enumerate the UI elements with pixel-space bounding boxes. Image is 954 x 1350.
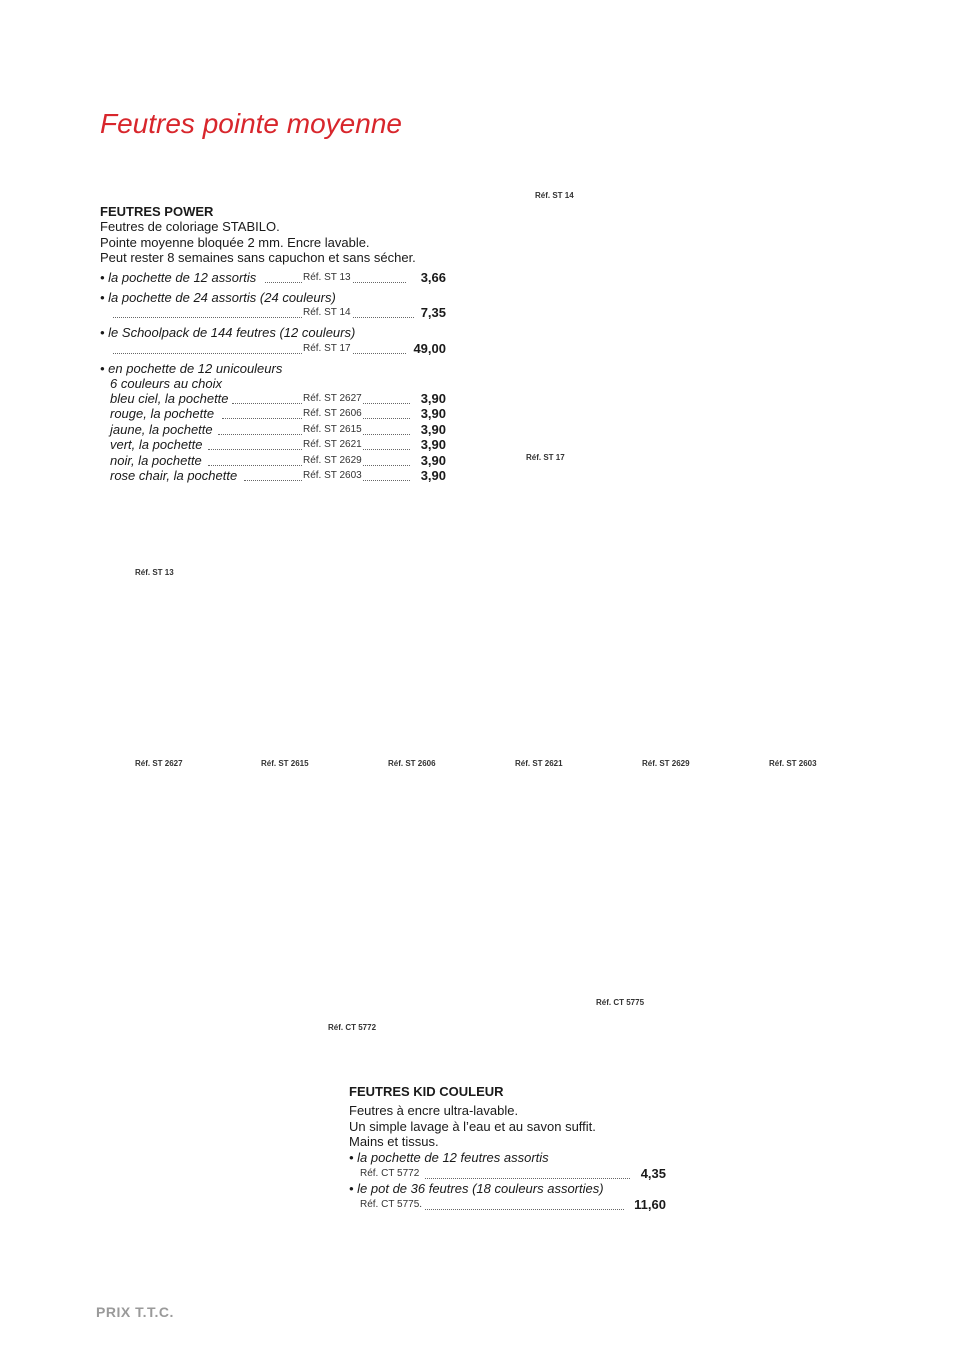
item-ref: Réf. ST 2606 bbox=[303, 408, 362, 419]
item-price: 3,90 bbox=[420, 468, 446, 483]
power-heading: FEUTRES POWER bbox=[100, 204, 214, 219]
item-price: 49,00 bbox=[413, 341, 446, 356]
item-price: 4,35 bbox=[640, 1166, 666, 1181]
kid-desc-3: Mains et tissus. bbox=[349, 1134, 439, 1149]
unicolor-row-st2621 bbox=[110, 437, 446, 453]
power-desc-1: Feutres de coloriage STABILO. bbox=[100, 219, 280, 234]
item-price: 11,60 bbox=[634, 1197, 666, 1212]
item-ref: Réf. ST 2627 bbox=[303, 393, 362, 404]
image-ref-st2615: Réf. ST 2615 bbox=[261, 759, 309, 768]
item-ref: Réf. ST 2621 bbox=[303, 439, 362, 450]
item-ref: Réf. ST 2629 bbox=[303, 455, 362, 466]
unicolor-intro: • en pochette de 12 unicouleurs bbox=[100, 361, 283, 376]
image-ref-st17: Réf. ST 17 bbox=[526, 453, 565, 462]
item-label: vert, la pochette bbox=[110, 437, 203, 452]
image-ref-st2603: Réf. ST 2603 bbox=[769, 759, 817, 768]
kid-item-label-ct5772: • la pochette de 12 feutres assortis bbox=[349, 1150, 549, 1165]
item-label: bleu ciel, la pochette bbox=[110, 391, 229, 406]
item-price: 7,35 bbox=[420, 305, 446, 320]
image-ref-ct5775: Réf. CT 5775 bbox=[596, 998, 645, 1007]
kid-price-row-ct5772 bbox=[359, 1166, 666, 1182]
item-ref: Réf. ST 17 bbox=[303, 343, 351, 354]
kid-desc-1: Feutres à encre ultra-lavable. bbox=[349, 1103, 519, 1118]
unicolor-row-st2606 bbox=[110, 406, 446, 422]
image-ref-ct5772: Réf. CT 5772 bbox=[328, 1023, 377, 1032]
unicolor-row-st2627 bbox=[110, 391, 446, 407]
item-ref: Réf. ST 14 bbox=[303, 307, 351, 318]
kid-price-row-ct5775 bbox=[359, 1197, 666, 1213]
power-desc-3: Peut rester 8 semaines sans capuchon et sans sécher. bbox=[100, 250, 416, 265]
item-ref: Réf. ST 2615 bbox=[303, 424, 362, 435]
price-row-st14 bbox=[110, 305, 446, 321]
item-label-st17: • le Schoolpack de 144 feutres (12 couleurs) bbox=[100, 325, 356, 340]
image-ref-st14: Réf. ST 14 bbox=[535, 191, 574, 200]
item-ref: Réf. CT 5775. bbox=[360, 1199, 423, 1210]
unicolor-row-st2603 bbox=[110, 468, 446, 484]
unicolor-sub: 6 couleurs au choix bbox=[110, 376, 223, 391]
item-label: rose chair, la pochette bbox=[110, 468, 238, 483]
item-label: noir, la pochette bbox=[110, 453, 202, 468]
item-price: 3,90 bbox=[420, 453, 446, 468]
image-ref-st2606: Réf. ST 2606 bbox=[388, 759, 436, 768]
item-label-st14: • la pochette de 24 assortis (24 couleurs) bbox=[100, 290, 336, 305]
item-label: jaune, la pochette bbox=[110, 422, 213, 437]
kid-item-label-ct5775: • le pot de 36 feutres (18 couleurs assorties) bbox=[349, 1181, 604, 1196]
page-title: Feutres pointe moyenne bbox=[100, 108, 402, 139]
footer-price-note: PRIX T.T.C. bbox=[96, 1304, 174, 1320]
item-price: 3,90 bbox=[420, 422, 446, 437]
image-ref-st2629: Réf. ST 2629 bbox=[642, 759, 690, 768]
image-ref-st2627: Réf. ST 2627 bbox=[135, 759, 183, 768]
item-price: 3,90 bbox=[420, 391, 446, 406]
image-ref-st2621: Réf. ST 2621 bbox=[515, 759, 563, 768]
kid-desc-2: Un simple lavage à l’eau et au savon suffit. bbox=[349, 1119, 596, 1134]
kid-heading: FEUTRES KID COULEUR bbox=[349, 1084, 504, 1099]
price-row-st13 bbox=[100, 270, 446, 286]
item-ref: Réf. ST 13 bbox=[303, 272, 351, 283]
item-ref: Réf. ST 2603 bbox=[303, 470, 362, 481]
item-ref: Réf. CT 5772 bbox=[360, 1168, 420, 1179]
item-label: • la pochette de 12 assortis bbox=[100, 270, 257, 285]
item-price: 3,90 bbox=[420, 406, 446, 421]
item-price: 3,66 bbox=[420, 270, 446, 285]
item-price: 3,90 bbox=[420, 437, 446, 452]
unicolor-row-st2629 bbox=[110, 453, 446, 469]
unicolor-row-st2615 bbox=[110, 422, 446, 438]
power-desc-2: Pointe moyenne bloquée 2 mm. Encre lavable. bbox=[100, 235, 370, 250]
price-row-st17 bbox=[110, 341, 446, 357]
image-ref-st13: Réf. ST 13 bbox=[135, 568, 174, 577]
item-label: rouge, la pochette bbox=[110, 406, 215, 421]
